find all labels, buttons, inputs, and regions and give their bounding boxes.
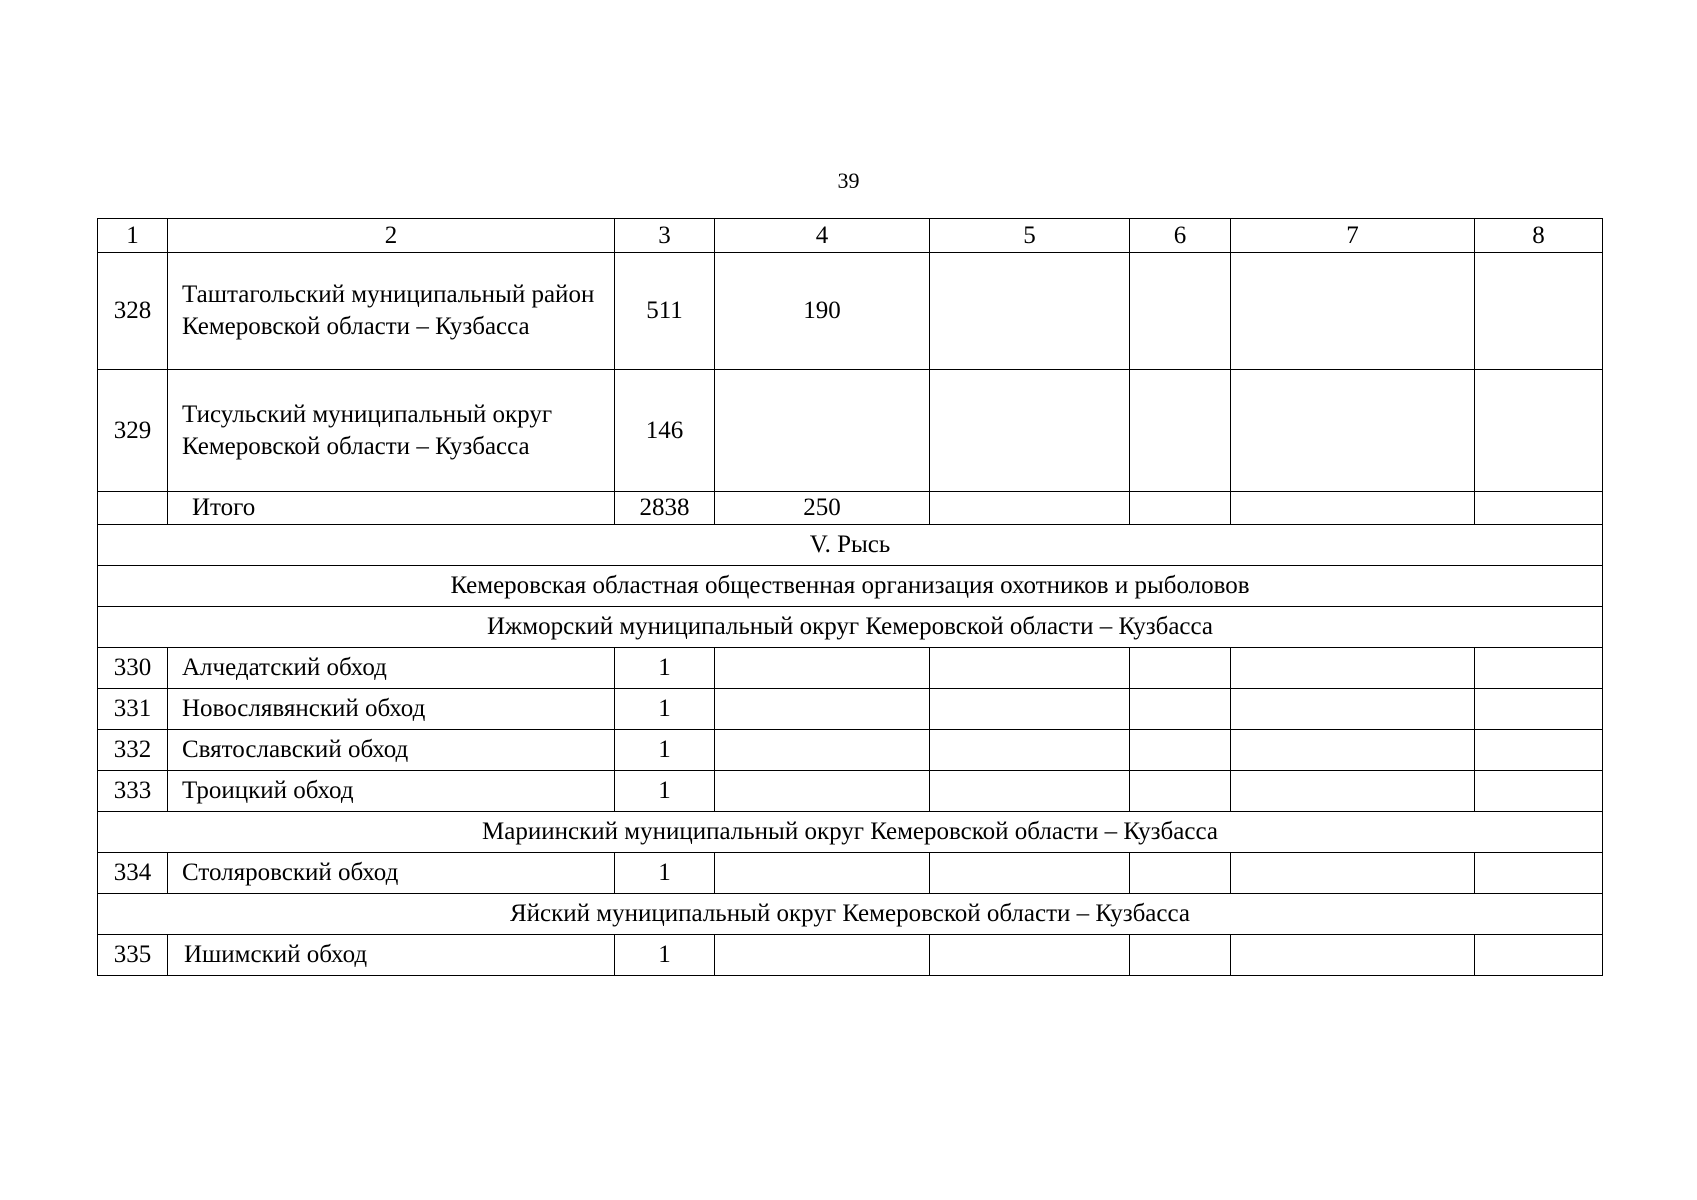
district-title: Мариинский муниципальный округ Кемеровской области – Кузбасса	[98, 812, 1603, 853]
header-cell: 4	[715, 219, 930, 253]
data-table	[97, 218, 1603, 976]
header-cell: 6	[1130, 219, 1231, 253]
row-col5	[930, 370, 1130, 492]
row-col4	[715, 370, 930, 492]
district-row	[98, 894, 1603, 935]
row-col3: 1	[615, 771, 715, 812]
district-row	[98, 607, 1603, 648]
row-col3: 511	[615, 253, 715, 370]
row-col6	[1130, 253, 1231, 370]
row-col8	[1475, 689, 1603, 730]
row-col5	[930, 935, 1130, 976]
row-col8	[1475, 730, 1603, 771]
total-col8	[1475, 492, 1603, 525]
table-row	[98, 730, 1603, 771]
total-col6	[1130, 492, 1231, 525]
header-cell: 2	[168, 219, 615, 253]
row-name: Таштагольский муниципальный район Кемеровской области – Кузбасса	[168, 253, 615, 370]
row-number: 333	[98, 771, 168, 812]
row-number: 330	[98, 648, 168, 689]
row-name: Новослявянский обход	[168, 689, 615, 730]
row-col3: 1	[615, 935, 715, 976]
table-row	[98, 253, 1603, 370]
row-col4	[715, 853, 930, 894]
page-number: 39	[837, 168, 860, 193]
header-row	[98, 219, 1603, 253]
row-col6	[1130, 935, 1231, 976]
row-col7	[1231, 370, 1475, 492]
total-label: Итого	[168, 492, 615, 525]
header-cell: 1	[98, 219, 168, 253]
row-col4	[715, 689, 930, 730]
row-number: 334	[98, 853, 168, 894]
row-col7	[1231, 935, 1475, 976]
row-col4	[715, 771, 930, 812]
row-col6	[1130, 771, 1231, 812]
row-col3: 146	[615, 370, 715, 492]
district-row	[98, 812, 1603, 853]
table-row	[98, 648, 1603, 689]
total-col5	[930, 492, 1130, 525]
row-name: Тисульский муниципальный округ Кемеровской области – Кузбасса	[168, 370, 615, 492]
organization-title: Кемеровская областная общественная организация охотников и рыболовов	[98, 566, 1603, 607]
total-number	[98, 492, 168, 525]
table-row	[98, 853, 1603, 894]
row-name: Ишимский обход	[168, 935, 615, 976]
row-col3: 1	[615, 853, 715, 894]
row-col6	[1130, 853, 1231, 894]
row-number: 335	[98, 935, 168, 976]
row-col6	[1130, 730, 1231, 771]
row-number: 332	[98, 730, 168, 771]
row-col4: 190	[715, 253, 930, 370]
row-col6	[1130, 648, 1231, 689]
row-col5	[930, 771, 1130, 812]
table-row	[98, 689, 1603, 730]
row-col8	[1475, 370, 1603, 492]
row-col3: 1	[615, 730, 715, 771]
row-name: Троицкий обход	[168, 771, 615, 812]
table-row	[98, 771, 1603, 812]
row-name: Столяровский обход	[168, 853, 615, 894]
row-name: Алчедатский обход	[168, 648, 615, 689]
section-row	[98, 525, 1603, 566]
row-col8	[1475, 771, 1603, 812]
row-col8	[1475, 853, 1603, 894]
row-col7	[1231, 253, 1475, 370]
organization-row	[98, 566, 1603, 607]
header-cell: 3	[615, 219, 715, 253]
header-cell: 5	[930, 219, 1130, 253]
row-col3: 1	[615, 689, 715, 730]
row-col4	[715, 648, 930, 689]
row-col6	[1130, 689, 1231, 730]
row-col7	[1231, 689, 1475, 730]
row-col5	[930, 253, 1130, 370]
total-row	[98, 492, 1603, 525]
row-number: 329	[98, 370, 168, 492]
header-cell: 8	[1475, 219, 1603, 253]
row-col8	[1475, 935, 1603, 976]
row-col4	[715, 730, 930, 771]
district-title: Ижморский муниципальный округ Кемеровской области – Кузбасса	[98, 607, 1603, 648]
row-col5	[930, 730, 1130, 771]
row-col5	[930, 853, 1130, 894]
row-col7	[1231, 853, 1475, 894]
section-title: V. Рысь	[98, 525, 1603, 566]
row-col7	[1231, 648, 1475, 689]
row-col8	[1475, 253, 1603, 370]
district-title: Яйский муниципальный округ Кемеровской области – Кузбасса	[98, 894, 1603, 935]
row-number: 331	[98, 689, 168, 730]
row-col7	[1231, 771, 1475, 812]
row-name: Святославский обход	[168, 730, 615, 771]
table-row	[98, 935, 1603, 976]
header-cell: 7	[1231, 219, 1475, 253]
row-col7	[1231, 730, 1475, 771]
total-col3: 2838	[615, 492, 715, 525]
row-col8	[1475, 648, 1603, 689]
row-col5	[930, 689, 1130, 730]
row-col6	[1130, 370, 1231, 492]
row-col3: 1	[615, 648, 715, 689]
table-row	[98, 370, 1603, 492]
row-number: 328	[98, 253, 168, 370]
row-col4	[715, 935, 930, 976]
total-col4: 250	[715, 492, 930, 525]
row-col5	[930, 648, 1130, 689]
total-col7	[1231, 492, 1475, 525]
